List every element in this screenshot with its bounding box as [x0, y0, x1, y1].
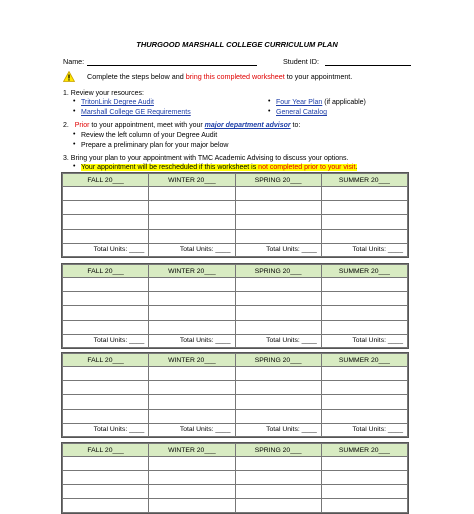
step-2-prior: Prior — [74, 122, 90, 129]
course-cell[interactable] — [149, 320, 235, 334]
course-cell[interactable] — [63, 292, 149, 306]
course-cell[interactable] — [63, 381, 149, 395]
course-cell[interactable] — [63, 320, 149, 334]
course-cell[interactable] — [149, 306, 235, 320]
note-text-3: to your appointment. — [284, 72, 353, 81]
course-cell[interactable] — [321, 471, 407, 485]
header-fall: FALL 20___ — [63, 444, 149, 457]
course-cell[interactable] — [235, 499, 321, 513]
course-cell[interactable] — [235, 292, 321, 306]
header-summer: SUMMER 20___ — [321, 174, 407, 187]
course-cell[interactable] — [235, 367, 321, 381]
header-fall: FALL 20___ — [63, 354, 149, 367]
header-spring: SPRING 20___ — [235, 265, 321, 278]
course-cell[interactable] — [149, 229, 235, 243]
course-cell[interactable] — [321, 215, 407, 229]
total-units-cell[interactable]: Total Units: ____ — [235, 243, 321, 256]
page-title: THURGOOD MARSHALL COLLEGE CURRICULUM PLAN — [136, 40, 338, 49]
course-cell[interactable] — [235, 320, 321, 334]
course-cell[interactable] — [321, 409, 407, 423]
course-cell[interactable] — [321, 485, 407, 499]
course-cell[interactable] — [235, 485, 321, 499]
header-winter: WINTER 20___ — [149, 174, 235, 187]
four-year-plan-suffix: (if applicable) — [322, 99, 366, 106]
course-cell[interactable] — [149, 395, 235, 409]
warning-text-red: not completed prior to your visit — [258, 164, 356, 171]
header-spring: SPRING 20___ — [235, 444, 321, 457]
total-units-cell[interactable]: Total Units: ____ — [63, 243, 149, 256]
course-cell[interactable] — [149, 457, 235, 471]
term-grid-2 — [61, 263, 409, 349]
course-cell[interactable] — [235, 395, 321, 409]
course-cell[interactable] — [321, 457, 407, 471]
header-summer: SUMMER 20___ — [321, 444, 407, 457]
link-general-catalog[interactable]: General Catalog — [276, 109, 327, 116]
course-cell[interactable] — [321, 367, 407, 381]
header-winter: WINTER 20___ — [149, 354, 235, 367]
warning-text-1: Your appointment will be rescheduled if this worksheet is — [81, 164, 259, 171]
course-cell[interactable] — [235, 229, 321, 243]
course-cell[interactable] — [149, 292, 235, 306]
name-label: Name: — [63, 57, 85, 66]
course-cell[interactable] — [321, 395, 407, 409]
total-units-cell[interactable]: Total Units: ____ — [149, 423, 235, 436]
course-cell[interactable] — [321, 278, 407, 292]
step-2-end: to: — [290, 122, 301, 129]
warning-text-end: . — [355, 164, 358, 171]
course-cell[interactable] — [321, 292, 407, 306]
course-cell[interactable] — [63, 187, 149, 201]
course-cell[interactable] — [63, 409, 149, 423]
course-cell[interactable] — [235, 471, 321, 485]
total-units-cell[interactable]: Total Units: ____ — [235, 423, 321, 436]
course-cell[interactable] — [63, 367, 149, 381]
course-cell[interactable] — [235, 201, 321, 215]
course-cell[interactable] — [235, 457, 321, 471]
header-spring: SPRING 20___ — [235, 354, 321, 367]
step-2-bullet-1-text: Review the left column of your Degree Audit — [81, 132, 218, 139]
course-cell[interactable] — [149, 409, 235, 423]
course-cell[interactable] — [63, 485, 149, 499]
course-cell[interactable] — [321, 306, 407, 320]
total-units-cell[interactable]: Total Units: ____ — [321, 423, 407, 436]
header-summer: SUMMER 20___ — [321, 265, 407, 278]
course-cell[interactable] — [63, 306, 149, 320]
warning-icon — [63, 71, 75, 82]
link-major-advisor[interactable]: major department advisor — [204, 122, 291, 129]
step-2-bullet-2-text: Prepare a preliminary plan for your major below — [81, 142, 229, 149]
course-cell[interactable] — [149, 278, 235, 292]
header-summer: SUMMER 20___ — [321, 354, 407, 367]
course-cell[interactable] — [235, 215, 321, 229]
total-units-cell[interactable]: Total Units: ____ — [149, 334, 235, 347]
student-id-label: Student ID: — [283, 57, 319, 66]
total-units-cell[interactable]: Total Units: ____ — [321, 334, 407, 347]
course-cell[interactable] — [63, 499, 149, 513]
header-fall: FALL 20___ — [63, 265, 149, 278]
course-cell[interactable] — [149, 367, 235, 381]
total-units-cell[interactable]: Total Units: ____ — [149, 243, 235, 256]
note-text-1: Complete the steps below and — [87, 72, 186, 81]
course-cell[interactable] — [149, 485, 235, 499]
student-id-field[interactable] — [325, 57, 411, 66]
term-grid-4 — [61, 442, 409, 514]
course-cell[interactable] — [63, 457, 149, 471]
step-2 — [63, 122, 300, 129]
course-cell[interactable] — [321, 201, 407, 215]
term-grid-3 — [61, 352, 409, 438]
total-units-cell[interactable]: Total Units: ____ — [63, 423, 149, 436]
course-cell[interactable] — [235, 381, 321, 395]
step-2-mid: to your appointment, meet with your — [89, 122, 205, 129]
total-units-cell[interactable]: Total Units: ____ — [63, 334, 149, 347]
header-winter: WINTER 20___ — [149, 444, 235, 457]
course-cell[interactable] — [149, 215, 235, 229]
name-field[interactable] — [87, 57, 257, 66]
link-tritonlink-degree-audit[interactable]: TritonLink Degree Audit — [81, 99, 154, 106]
course-cell[interactable] — [235, 278, 321, 292]
course-cell[interactable] — [321, 229, 407, 243]
course-cell[interactable] — [149, 499, 235, 513]
course-cell[interactable] — [63, 395, 149, 409]
course-cell[interactable] — [149, 381, 235, 395]
total-units-cell[interactable]: Total Units: ____ — [235, 334, 321, 347]
course-cell[interactable] — [321, 320, 407, 334]
total-units-cell[interactable]: Total Units: ____ — [321, 243, 407, 256]
course-cell[interactable] — [235, 409, 321, 423]
step-3: 3. Bring your plan to your appointment with TMC Academic Advising to discuss your options. — [63, 155, 349, 162]
course-cell[interactable] — [321, 499, 407, 513]
header-fall: FALL 20___ — [63, 174, 149, 187]
header-spring: SPRING 20___ — [235, 174, 321, 187]
course-cell[interactable] — [321, 187, 407, 201]
note-text-red: bring this completed worksheet — [185, 72, 285, 81]
document-page: THURGOOD MARSHALL COLLEGE CURRICULUM PLAN Name: Student ID: Complete the steps below and bring this completed worksheet to your appointment. 1. Review your resources: • TritonLink Degree Audit • Four Year Plan (if applicable) • Marshall College GE Requirements • General Catalog 2. Prior to your appointment, meet with your major department advisor to: • Review the left column of your Degree Audit • Prepare a preliminary plan for your major below 3. Bring your plan to your appointment with TMC Academic Advising to discuss your options. • Your appointment will be rescheduled if this worksheet is not completed prior to your visit. FALL 20___ WINTER 20___ SPRING 20___ SUMMER 20___ Total Units: ____ Total Units: ____ Total Units: ____ Total Units: ____ FALL 20___ WINTER 20___ SPRING 20___ SUMMER 20___ Total Units: ____ Total Units: ____ Total Units: ____ Total Units: ____ FALL 20___ WINTER 20___ SPRING 20___ SUMMER 20___ Total Units: ____ Total Units: ____ Total Units: ____ Total Units: ____ FALL 20___ WINTER 20___ SPRING 20___ SUMMER 20___ — [0, 0, 474, 513]
term-grid-1 — [61, 172, 409, 258]
course-cell[interactable] — [149, 187, 235, 201]
link-ge-requirements[interactable]: Marshall College GE Requirements — [81, 109, 191, 116]
course-cell[interactable] — [63, 229, 149, 243]
course-cell[interactable] — [63, 215, 149, 229]
link-four-year-plan[interactable]: Four Year Plan — [276, 99, 323, 106]
step-2-number: 2. — [63, 122, 69, 129]
step-1: 1. Review your resources: — [63, 90, 144, 97]
course-cell[interactable] — [63, 471, 149, 485]
course-cell[interactable] — [63, 278, 149, 292]
course-cell[interactable] — [321, 381, 407, 395]
header-winter: WINTER 20___ — [149, 265, 235, 278]
course-cell[interactable] — [235, 306, 321, 320]
course-cell[interactable] — [235, 187, 321, 201]
course-cell[interactable] — [149, 471, 235, 485]
course-cell[interactable] — [149, 201, 235, 215]
course-cell[interactable] — [63, 201, 149, 215]
